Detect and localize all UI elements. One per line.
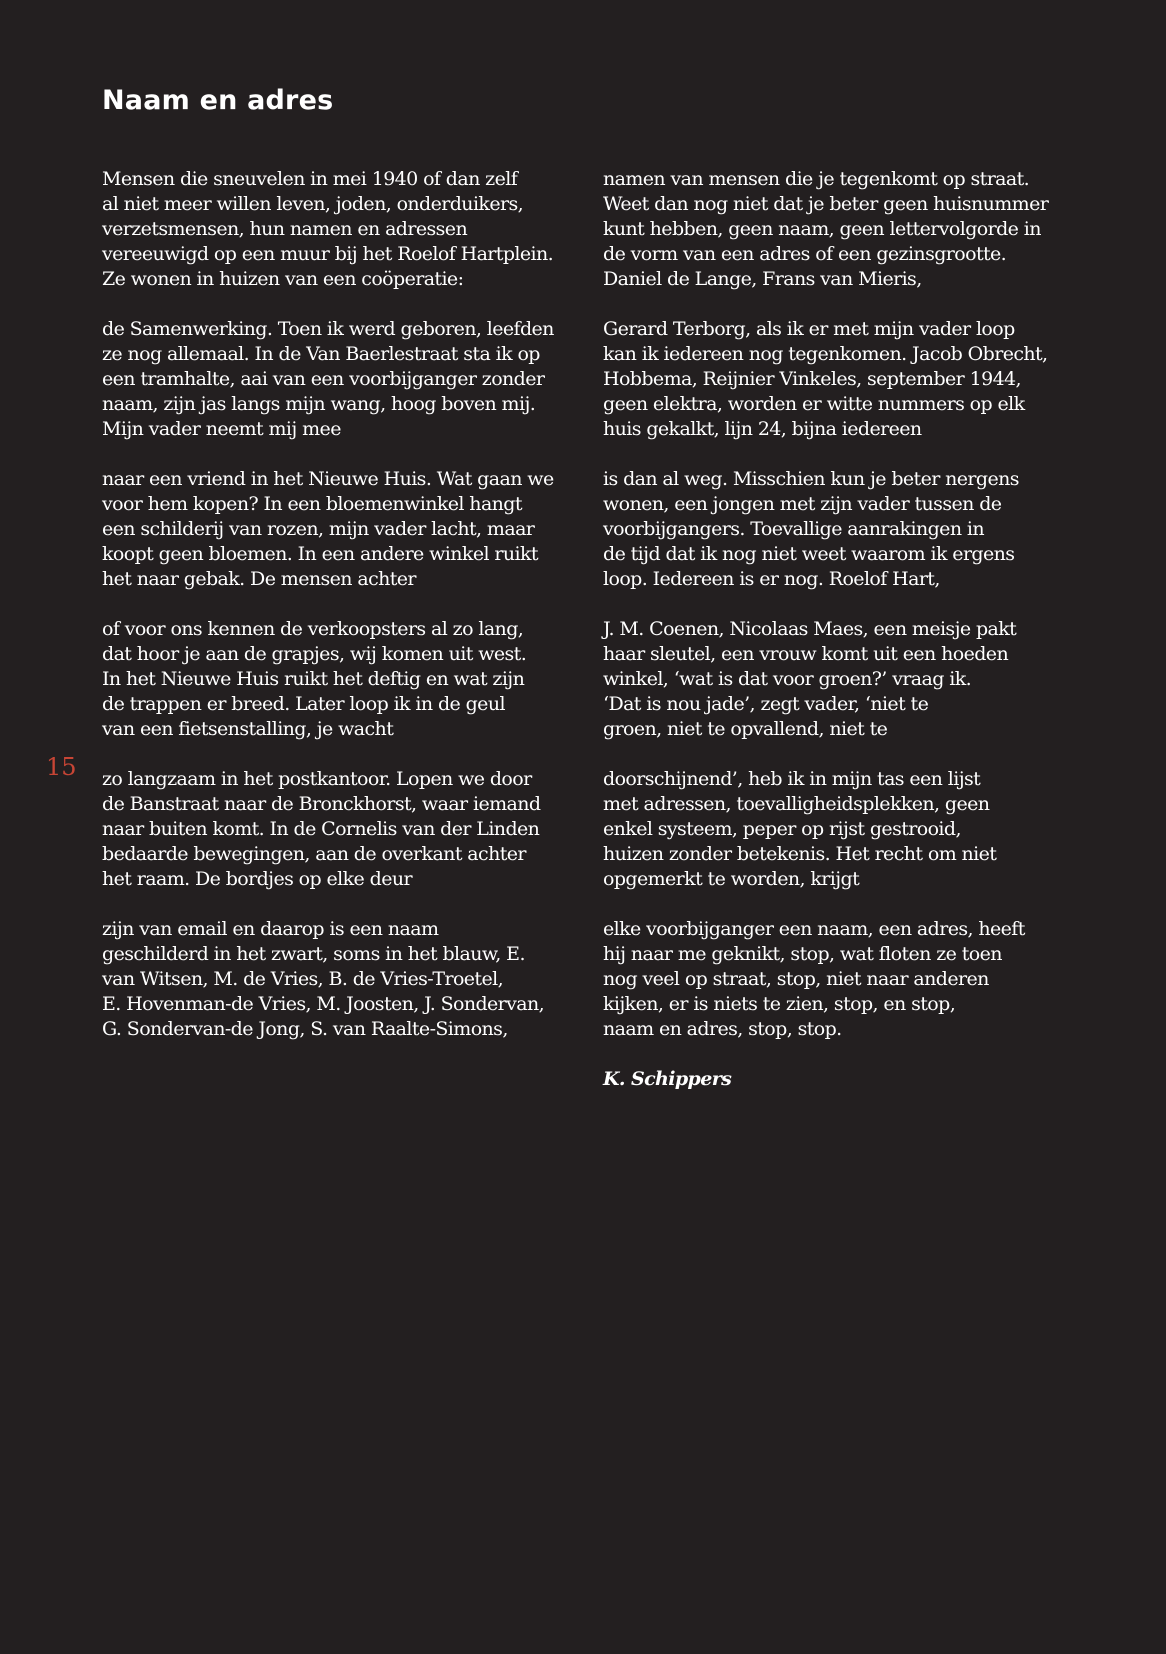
poem-line: Hobbema, Reijnier Vinkeles, september 1944,: [603, 368, 1021, 390]
poem-column-right: [603, 167, 1073, 1092]
poem-line: het raam. De bordjes op elke deur: [102, 868, 412, 890]
poem-line: ‘Dat is nou jade’, zegt vader, ‘niet te: [603, 693, 929, 715]
poem-line: ze nog allemaal. In de Van Baerlestraat sta ik op: [102, 343, 540, 365]
poem-line: kijken, er is niets te zien, stop, en stop,: [603, 993, 956, 1015]
poem-line: kunt hebben, geen naam, geen lettervolgorde in: [603, 218, 1041, 240]
poem-line: In het Nieuwe Huis ruikt het deftig en wat zijn: [102, 668, 525, 690]
poem-line: naam en adres, stop, stop.: [603, 1018, 842, 1040]
poem-line: kan ik iedereen nog tegenkomen. Jacob Obrecht,: [603, 343, 1048, 365]
poem-line: of voor ons kennen de verkoopsters al zo lang,: [102, 618, 524, 640]
poem-line: al niet meer willen leven, joden, onderduikers,: [102, 193, 524, 215]
poem-stanza: [603, 317, 1073, 442]
poem-line: Ze wonen in huizen van een coöperatie:: [102, 268, 464, 290]
poem-line: de trappen er breed. Later loop ik in de geul: [102, 693, 505, 715]
poem-line: wonen, een jongen met zijn vader tussen de: [603, 493, 1002, 515]
poem-line: van een fietsenstalling, je wacht: [102, 718, 394, 740]
poem-stanza: [603, 767, 1073, 892]
poem-line: bedaarde bewegingen, aan de overkant achter: [102, 843, 526, 865]
poem-line: namen van mensen die je tegenkomt op straat.: [603, 168, 1030, 190]
poem-stanza: [102, 467, 572, 592]
poem-line: Weet dan nog niet dat je beter geen huisnummer: [603, 193, 1049, 215]
poem-line: zo langzaam in het postkantoor. Lopen we door: [102, 768, 532, 790]
poem-line: geen elektra, worden er witte nummers op elk: [603, 393, 1025, 415]
poem-stanza: [102, 317, 572, 442]
poem-line: dat hoor je aan de grapjes, wij komen uit west.: [102, 643, 527, 665]
poem-line: groen, niet te opvallend, niet te: [603, 718, 888, 740]
poem-line: Gerard Terborg, als ik er met mijn vader loop: [603, 318, 1015, 340]
poem-line: J. M. Coenen, Nicolaas Maes, een meisje pakt: [603, 618, 1017, 640]
poem-stanza: [603, 167, 1073, 292]
poem-line: de tijd dat ik nog niet weet waarom ik ergens: [603, 543, 1015, 565]
poem-line: Mijn vader neemt mij mee: [102, 418, 341, 440]
poem-line: E. Hovenman-de Vries, M. Joosten, J. Sondervan,: [102, 993, 545, 1015]
poem-line: Mensen die sneuvelen in mei 1940 of dan zelf: [102, 168, 518, 190]
poem-line: de Banstraat naar de Bronckhorst, waar iemand: [102, 793, 541, 815]
poem-line: nog veel op straat, stop, niet naar anderen: [603, 968, 989, 990]
poem-line: hij naar me geknikt, stop, wat floten ze toen: [603, 943, 1002, 965]
poem-line: een tramhalte, aai van een voorbijganger zonder: [102, 368, 545, 390]
poem-stanza: [102, 167, 572, 292]
poem-line: van Witsen, M. de Vries, B. de Vries-Troetel,: [102, 968, 504, 990]
poem-stanza: [102, 617, 572, 742]
poem-line: haar sleutel, een vrouw komt uit een hoeden: [603, 643, 1009, 665]
poem-stanza: [102, 917, 572, 1042]
poem-line: is dan al weg. Misschien kun je beter nergens: [603, 468, 1019, 490]
poem-stanza: [603, 917, 1073, 1042]
poem-line: naar buiten komt. In de Cornelis van der Linden: [102, 818, 540, 840]
poem-line: voor hem kopen? In een bloemenwinkel hangt: [102, 493, 522, 515]
poem-line: verzetsmensen, hun namen en adressen: [102, 218, 468, 240]
poem-line: voorbijgangers. Toevallige aanrakingen in: [603, 518, 985, 540]
poem-line: koopt geen bloemen. In een andere winkel ruikt: [102, 543, 538, 565]
poem-line: geschilderd in het zwart, soms in het blauw, E.: [102, 943, 525, 965]
page-number: 15: [46, 753, 77, 781]
poem-line: G. Sondervan-de Jong, S. van Raalte-Simons,: [102, 1018, 508, 1040]
poem-line: huis gekalkt, lijn 24, bijna iedereen: [603, 418, 922, 440]
poem-stanza: [603, 467, 1073, 592]
poem-line: het naar gebak. De mensen achter: [102, 568, 416, 590]
poem-line: loop. Iedereen is er nog. Roelof Hart,: [603, 568, 940, 590]
poem-stanza: [603, 617, 1073, 742]
poem-line: Daniel de Lange, Frans van Mieris,: [603, 268, 922, 290]
poem-line: een schilderij van rozen, mijn vader lacht, maar: [102, 518, 535, 540]
poem-line: winkel, ‘wat is dat voor groen?’ vraag ik.: [603, 668, 972, 690]
poem-line: elke voorbijganger een naam, een adres, heeft: [603, 918, 1025, 940]
poem-line: doorschijnend’, heb ik in mijn tas een lijst: [603, 768, 981, 790]
poem-line: met adressen, toevalligheidsplekken, geen: [603, 793, 990, 815]
poem-line: de vorm van een adres of een gezinsgrootte.: [603, 243, 1007, 265]
poem-line: zijn van email en daarop is een naam: [102, 918, 439, 940]
poem-line: opgemerkt te worden, krijgt: [603, 868, 860, 890]
poem-line: naam, zijn jas langs mijn wang, hoog boven mij.: [102, 393, 536, 415]
poem-stanza: [102, 767, 572, 892]
author-signature: K. Schippers: [603, 1068, 732, 1090]
poem-line: huizen zonder betekenis. Het recht om niet: [603, 843, 997, 865]
page-title: Naam en adres: [102, 85, 334, 116]
poem-line: vereeuwigd op een muur bij het Roelof Hartplein.: [102, 243, 554, 265]
poem-line: enkel systeem, peper op rijst gestrooid,: [603, 818, 961, 840]
poem-line: de Samenwerking. Toen ik werd geboren, leefden: [102, 318, 554, 340]
poem-line: naar een vriend in het Nieuwe Huis. Wat gaan we: [102, 468, 554, 490]
poem-column-left: [102, 167, 572, 1067]
